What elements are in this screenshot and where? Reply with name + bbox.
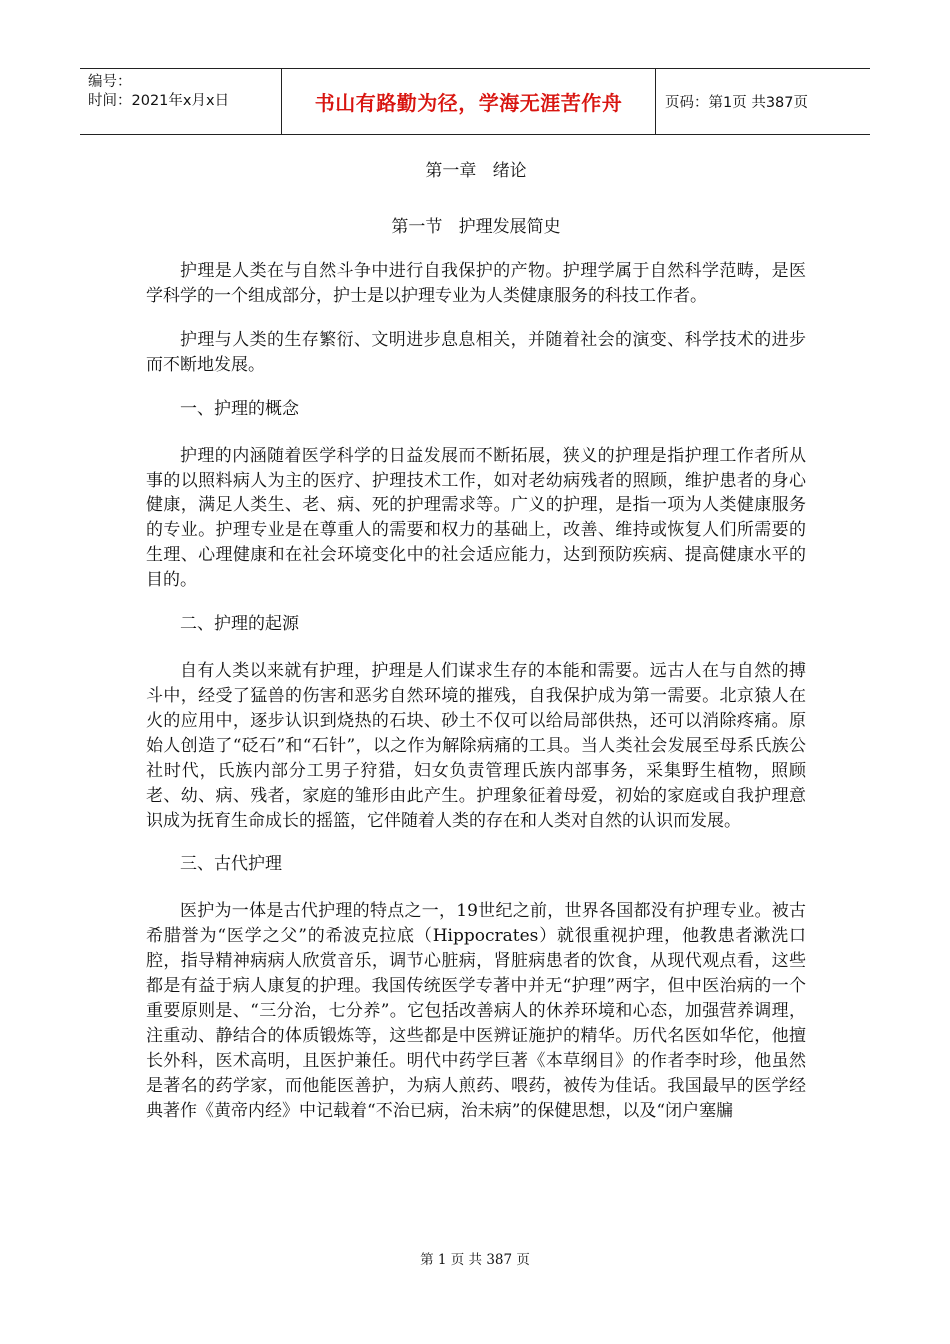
subsection-heading-ancient: 三、古代护理 (180, 854, 282, 875)
section-title: 第一节 护理发展简史 (391, 217, 561, 237)
subsection-body-origin: 自有人类以来就有护理，护理是人们谋求生存的本能和需要。远古人在与自然的搏斗中，经受了猛兽的伤害和恶劣自然环境的摧残，自我保护成为第一需要。北京猿人在火的应用中，逐步认识到烧热的石块、砂土不仅可以给局部供热，还可以消除疼痛。原始人创造了“砭石”和“石针”，以之作为解除病痛的工具。当人类社会发展至母系氏族公社时代，氏族内部分工男子狩猎，妇女负责管理氏族内部事务，采集野生植物，照顾老、幼、病、残者，家庭的雏形由此产生。护理象征着母爱，初始的家庭或自我护理意识成为抚育生命成长的摇篮，它伴随着人类的存在和人类对自然的认识而发展。 (146, 661, 806, 831)
page-footer: 第 1 页 共 387 页 (420, 1252, 530, 1268)
header-motto: 书山有路勤为径，学海无涯苦作舟 (282, 69, 656, 134)
document-header (80, 68, 870, 135)
subsection-heading-concept: 一、护理的概念 (180, 398, 299, 419)
subsection-body-ancient: 医护为一体是古代护理的特点之一，19世纪之前，世界各国都没有护理专业。被古希腊誉为“医学之父”的希波克拉底（Hippocrates）就很重视护理，他教患者漱洗口腔，指导精神病病人欣赏音乐，调节心脏病，肾脏病患者的饮食，从现代观点看，这些都是有益于病人康复的护理。我国传统医学专著中并无“护理”两字，但中医治病的一个重要原则是、“三分治，七分养”。它包括改善病人的休养环境和心态，加强营养调理，注重动、静结合的体质锻炼等，这些都是中医辨证施护的精华。历代名医如华佗，他擅长外科，医术高明，且医护兼任。明代中药学巨著《本草纲目》的作者李时珍，他虽然是著名的药学家，而他能医善护，为病人煎药、喂药，被传为佳话。我国最早的医学经典著作《黄帝内经》中记载着“不治已病，治未病”的保健思想，以及“闭户塞牖 (146, 901, 806, 1121)
document-date: 时间：2021年x月x日 (88, 93, 230, 109)
document-number-label: 编号： (88, 74, 132, 90)
header-meta (80, 69, 282, 134)
subsection-heading-origin: 二、护理的起源 (180, 614, 299, 635)
document-body (146, 156, 806, 1143)
intro-paragraph: 护理是人类在与自然斗争中进行自我保护的产物。护理学属于自然科学范畴，是医学科学的一个组成部分，护士是以护理专业为人类健康服务的科技工作者。 (146, 261, 806, 306)
intro-paragraph: 护理与人类的生存繁衍、文明进步息息相关，并随着社会的演变、科学技术的进步而不断地发展。 (146, 329, 806, 375)
chapter-title: 第一章 绪论 (425, 161, 527, 181)
subsection-body-concept: 护理的内涵随着医学科学的日益发展而不断拓展，狭义的护理是指护理工作者所从事的以照料病人为主的医疗、护理技术工作，如对老幼病残者的照顾，维护患者的身心健康，满足人类生、老、病、死的护理需求等。广义的护理，是指一项为人类健康服务的专业。护理专业是在尊重人的需要和权力的基础上，改善、维持或恢复人们所需要的生理、心理健康和在社会环境变化中的社会适应能力，达到预防疾病、提高健康水平的目的。 (146, 445, 806, 591)
header-page-info: 页码：第1页 共387页 (665, 95, 809, 111)
